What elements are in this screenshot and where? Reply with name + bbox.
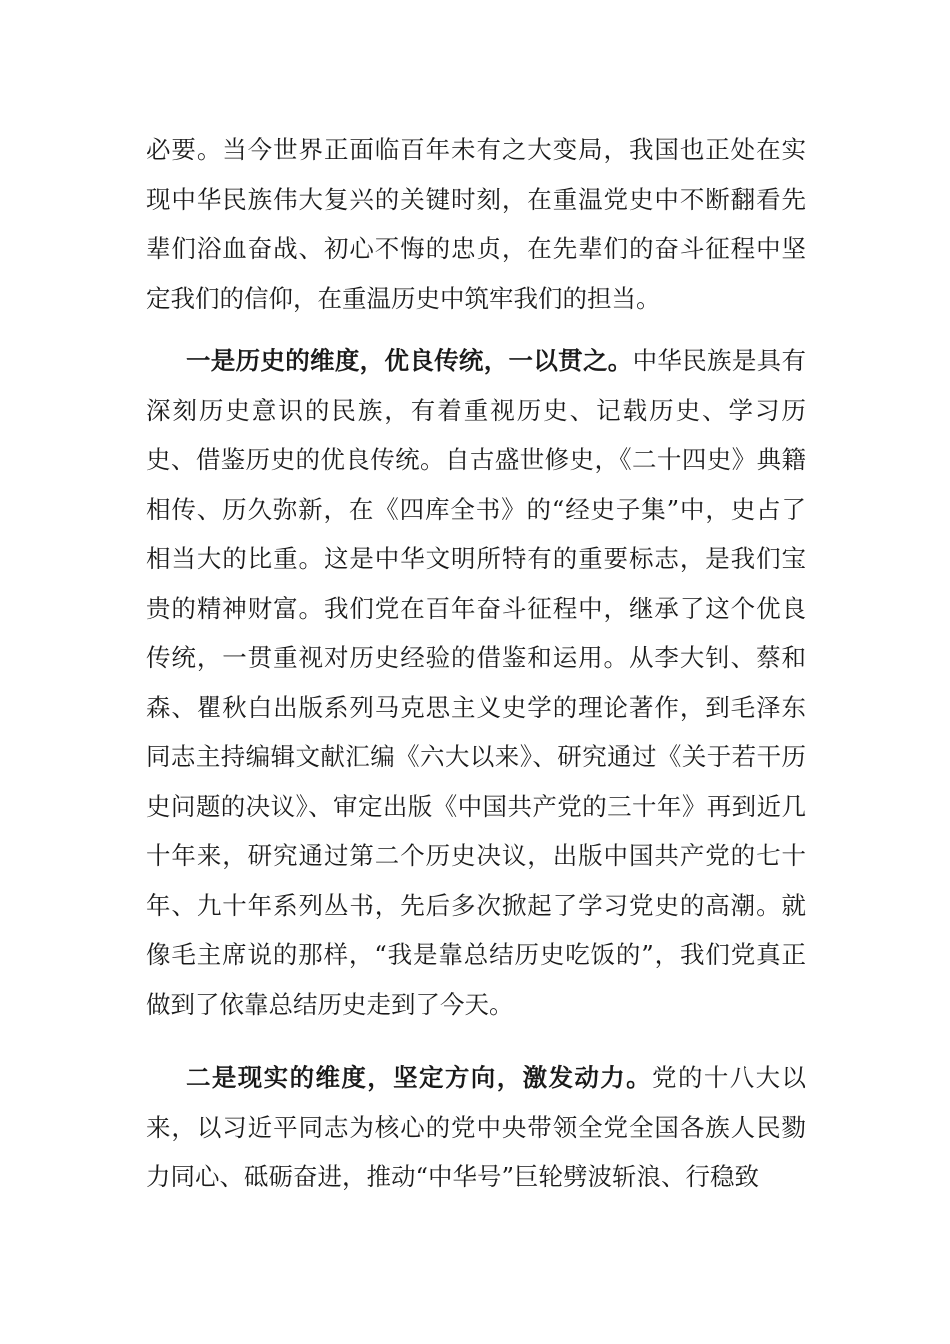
paragraph-3-lead: 二是现实的维度，坚定方向，激发动力。: [186, 1063, 653, 1092]
paragraph-3-body: 党的十八大以来，以习近平同志为核心的党中央带领全党全国各族人民勠力同心、砥砺奋进，推动“中华号”巨轮劈波斩浪、行稳致: [146, 1063, 807, 1191]
paragraph-1-body: 必要。当今世界正面临百年未有之大变局，我国也正处在实现中华民族伟大复兴的关键时刻，在重温党史中不断翻看先辈们浴血奋战、初心不悔的忠贞，在先辈们的奋斗征程中坚定我们的信仰，在重温历史中筑牢我们的担当。: [146, 135, 806, 313]
paragraph-1: [146, 125, 806, 323]
paragraph-2-body: 中华民族是具有深刻历史意识的民族，有着重视历史、记载历史、学习历史、借鉴历史的优良传统。自古盛世修史，《二十四史》典籍相传、历久弥新，在《四库全书》的“经史子集”中，史占了相当大的比重。这是中华文明所特有的重要标志，是我们宝贵的精神财富。我们党在百年奋斗征程中，继承了这个优良传统，一贯重视对历史经验的借鉴和运用。从李大钊、蔡和森、瞿秋白出版系列马克思主义史学的理论著作，到毛泽东同志主持编辑文献汇编《六大以来》、研究通过《关于若干历史问题的决议》、审定出版《中国共产党的三十年》再到近几十年来，研究通过第二个历史决议，出版中国共产党的七十年、九十年系列丛书，先后多次掀起了学习党史的高潮。就像毛主席说的那样，“我是靠总结历史吃饭的”，我们党真正做到了依靠总结历史走到了今天。: [146, 346, 806, 1019]
paragraph-2-lead: 一是历史的维度，优良传统，一以贯之。: [186, 346, 633, 375]
paragraph-2: [146, 336, 806, 1029]
paragraph-3: [146, 1053, 806, 1202]
